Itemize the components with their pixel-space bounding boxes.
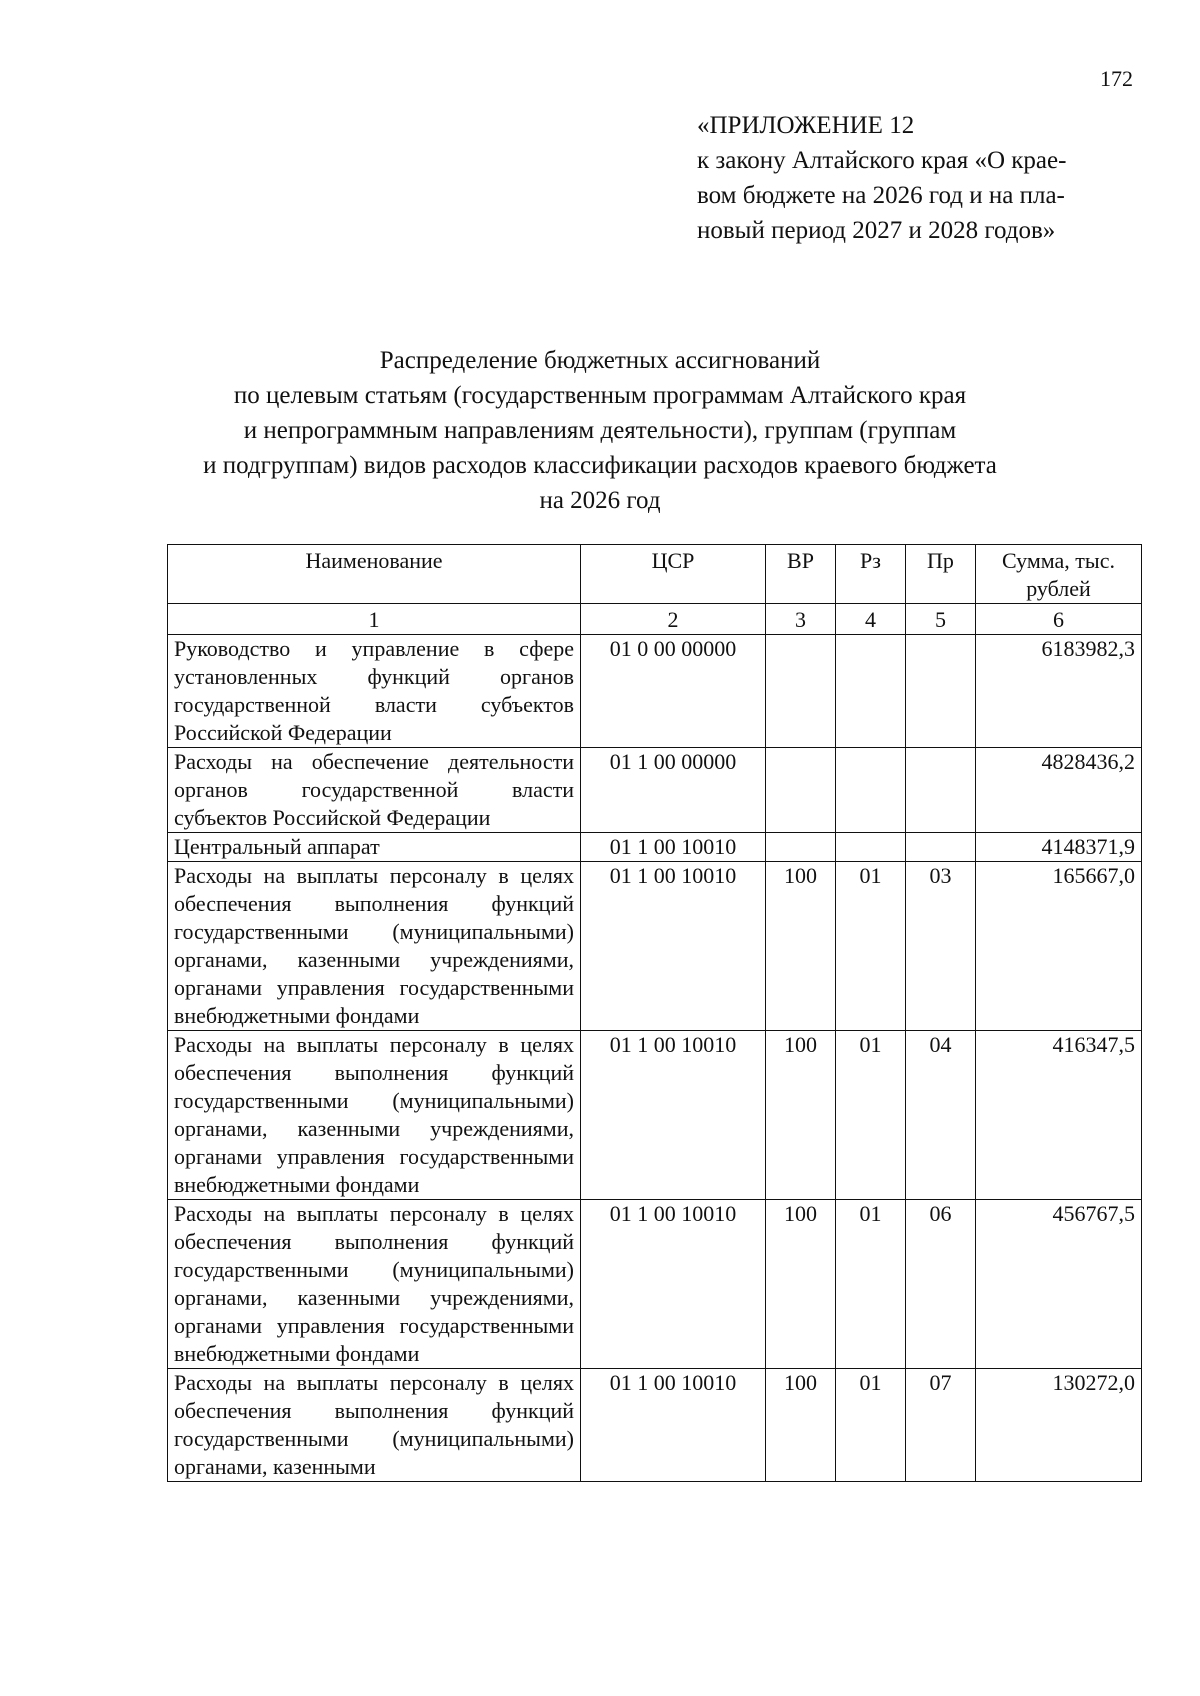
budget-table (167, 544, 1142, 1482)
row-name: Расходы на выплаты персоналу в целях обеспечения выполнения функций государственными (муниципальными) органами, казенными учреждениями, органами управления государственными внебюджетными фондами (168, 862, 581, 1031)
appendix-line: новый период 2027 и 2028 годов» (697, 217, 1056, 244)
header-pr: Пр (906, 545, 976, 604)
row-csr: 01 1 00 10010 (581, 862, 766, 1031)
row-vr (766, 635, 836, 748)
row-csr: 01 1 00 10010 (581, 833, 766, 862)
page-number: 172 (1100, 66, 1133, 91)
row-vr: 100 (766, 1200, 836, 1369)
title-line: Распределение бюджетных ассигнований (379, 347, 821, 374)
column-number: 3 (766, 604, 836, 635)
row-name: Расходы на обеспечение деятельности органов государственной власти субъектов Российской Федерации (168, 748, 581, 833)
column-number-row (168, 604, 1142, 635)
row-pr: 04 (906, 1031, 976, 1200)
table-header-row (168, 545, 1142, 604)
column-number: 6 (976, 604, 1142, 635)
row-rz (836, 635, 906, 748)
row-name: Расходы на выплаты персоналу в целях обеспечения выполнения функций государственными (муниципальными) органами, казенными (168, 1369, 581, 1482)
row-pr (906, 833, 976, 862)
row-name: Центральный аппарат (168, 833, 581, 862)
row-rz (836, 833, 906, 862)
row-pr: 07 (906, 1369, 976, 1482)
row-pr: 03 (906, 862, 976, 1031)
table-row (168, 862, 1142, 1031)
row-csr: 01 1 00 00000 (581, 748, 766, 833)
column-number: 4 (836, 604, 906, 635)
row-vr: 100 (766, 1031, 836, 1200)
row-pr (906, 748, 976, 833)
column-number: 1 (168, 604, 581, 635)
title-line: и подгруппам) видов расходов классификации расходов краевого бюджета (203, 452, 997, 479)
row-csr: 01 1 00 10010 (581, 1200, 766, 1369)
table-row (168, 1031, 1142, 1200)
appendix-line: «ПРИЛОЖЕНИЕ 12 (697, 112, 915, 139)
row-rz: 01 (836, 1369, 906, 1482)
row-pr: 06 (906, 1200, 976, 1369)
table-row (168, 1200, 1142, 1369)
row-csr: 01 1 00 10010 (581, 1031, 766, 1200)
header-vr: ВР (766, 545, 836, 604)
title-line: на 2026 год (539, 487, 661, 514)
row-sum: 456767,5 (976, 1200, 1142, 1369)
document-title (150, 343, 1050, 518)
row-sum: 6183982,3 (976, 635, 1142, 748)
row-rz: 01 (836, 1200, 906, 1369)
table-row (168, 635, 1142, 748)
appendix-line: к закону Алтайского края «О крае- (697, 147, 1067, 174)
row-sum: 165667,0 (976, 862, 1142, 1031)
row-csr: 01 0 00 00000 (581, 635, 766, 748)
row-sum: 4148371,9 (976, 833, 1142, 862)
header-name: Наименование (168, 545, 581, 604)
appendix-line: вом бюджете на 2026 год и на пла- (697, 182, 1065, 209)
row-vr (766, 833, 836, 862)
row-rz: 01 (836, 1031, 906, 1200)
row-name: Расходы на выплаты персоналу в целях обеспечения выполнения функций государственными (муниципальными) органами, казенными учреждениями, органами управления государственными внебюджетными фондами (168, 1031, 581, 1200)
title-line: и непрограммным направлениям деятельности), группам (группам (243, 417, 957, 444)
column-number: 5 (906, 604, 976, 635)
title-line: по целевым статьям (государственным программам Алтайского края (233, 382, 967, 409)
header-csr: ЦСР (581, 545, 766, 604)
row-name: Руководство и управление в сфере установленных функций органов государственной власти субъектов Российской Федерации (168, 635, 581, 748)
row-sum: 416347,5 (976, 1031, 1142, 1200)
appendix-heading (697, 108, 1066, 248)
row-sum: 4828436,2 (976, 748, 1142, 833)
row-sum: 130272,0 (976, 1369, 1142, 1482)
row-vr: 100 (766, 1369, 836, 1482)
row-vr (766, 748, 836, 833)
table-row (168, 748, 1142, 833)
row-vr: 100 (766, 862, 836, 1031)
row-rz (836, 748, 906, 833)
header-sum: Сумма, тыс. рублей (976, 545, 1142, 604)
table-row (168, 833, 1142, 862)
row-rz: 01 (836, 862, 906, 1031)
row-name: Расходы на выплаты персоналу в целях обеспечения выполнения функций государственными (муниципальными) органами, казенными учреждениями, органами управления государственными внебюджетными фондами (168, 1200, 581, 1369)
column-number: 2 (581, 604, 766, 635)
row-pr (906, 635, 976, 748)
row-csr: 01 1 00 10010 (581, 1369, 766, 1482)
table-row (168, 1369, 1142, 1482)
header-rz: Рз (836, 545, 906, 604)
